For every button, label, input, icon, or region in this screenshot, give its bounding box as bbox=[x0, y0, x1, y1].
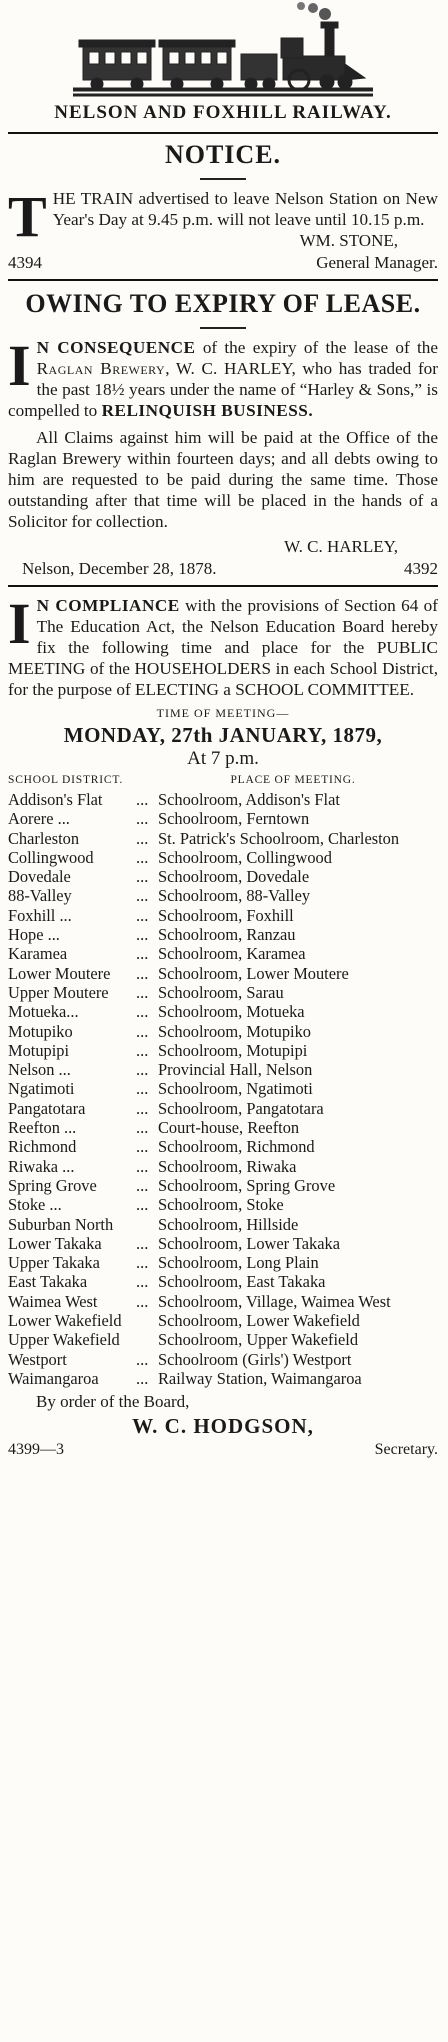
table-row bbox=[8, 1176, 438, 1195]
table-row bbox=[8, 809, 438, 828]
meeting-place: Schoolroom (Girls') Westport bbox=[158, 1349, 352, 1369]
school-district: Reefton ... bbox=[8, 1118, 77, 1138]
notice-train-footer bbox=[8, 252, 438, 273]
lease-claims: All Claims against him will be paid at the Office of the Raglan Brewery within fourteen days; and all debts owing to him are requested to be paid during the same time. Those outstanding after that time will be placed in the hands of a Solicitor for collection. bbox=[8, 428, 438, 531]
schedule-column-headers bbox=[8, 774, 438, 786]
order-line: By order of the Board, bbox=[36, 1392, 190, 1412]
lease-lead: N CONSEQUENCE bbox=[36, 338, 196, 357]
school-district: Dovedale bbox=[8, 867, 71, 887]
leader-dots: ... bbox=[136, 828, 149, 848]
notice-education bbox=[8, 591, 438, 1459]
school-district: Hope ... bbox=[8, 925, 60, 945]
school-district: Karamea bbox=[8, 944, 68, 964]
school-district: Stoke ... bbox=[8, 1195, 62, 1215]
short-divider bbox=[200, 178, 246, 180]
school-district: Collingwood bbox=[8, 847, 94, 867]
table-row bbox=[8, 1022, 438, 1041]
meeting-place: Schoolroom, Ngatimoti bbox=[158, 1079, 313, 1099]
meeting-place: Schoolroom, Motueka bbox=[158, 1002, 305, 1022]
leader-dots: ... bbox=[136, 963, 149, 983]
leader-dots: ... bbox=[136, 1368, 149, 1388]
divider bbox=[8, 132, 438, 134]
school-district: Motueka... bbox=[8, 1002, 79, 1022]
school-district: 88-Valley bbox=[8, 886, 72, 906]
table-row bbox=[8, 1234, 438, 1253]
education-footer bbox=[8, 1441, 438, 1459]
lease-footer bbox=[8, 558, 438, 579]
table-row bbox=[8, 790, 438, 809]
meeting-place: Court-house, Reefton bbox=[158, 1118, 300, 1138]
raglan-brewery: Raglan Brewery bbox=[36, 359, 166, 378]
leader-dots: ... bbox=[136, 1272, 149, 1292]
divider bbox=[8, 585, 438, 587]
table-row bbox=[8, 1311, 438, 1330]
education-lead: N COMPLIANCE bbox=[36, 596, 180, 615]
meeting-place: Schoolroom, Richmond bbox=[158, 1137, 315, 1157]
table-row bbox=[8, 1292, 438, 1311]
school-district: East Takaka bbox=[8, 1272, 88, 1292]
table-row bbox=[8, 1253, 438, 1272]
railway-title: NELSON AND FOXHILL RAILWAY. bbox=[54, 102, 392, 123]
table-row bbox=[8, 1041, 438, 1060]
meeting-place: Schoolroom, Lower Moutere bbox=[158, 963, 349, 983]
lease-heading: OWING TO EXPIRY OF LEASE. bbox=[25, 289, 421, 318]
meeting-place: Schoolroom, 88-Valley bbox=[158, 886, 311, 906]
notice-number: 4399—3 bbox=[8, 1441, 64, 1459]
table-row bbox=[8, 1195, 438, 1214]
leader-dots: ... bbox=[136, 925, 149, 945]
table-row bbox=[8, 848, 438, 867]
meeting-place: Schoolroom, East Takaka bbox=[158, 1272, 326, 1292]
table-row bbox=[8, 1350, 438, 1369]
education-signer: W. C. HODGSON, bbox=[132, 1414, 314, 1439]
table-row bbox=[8, 1369, 438, 1388]
notice-number: 4394 bbox=[8, 253, 42, 272]
meeting-place: Schoolroom, Dovedale bbox=[158, 867, 310, 887]
notice-number: 4392 bbox=[404, 559, 438, 578]
leader-dots: ... bbox=[136, 1195, 149, 1215]
notice-lease bbox=[8, 289, 438, 579]
school-district: Lower Moutere bbox=[8, 963, 111, 983]
leader-dots: ... bbox=[136, 809, 149, 829]
school-district: Motupipi bbox=[8, 1040, 70, 1060]
notice-heading: NOTICE. bbox=[164, 140, 282, 169]
table-row bbox=[8, 1099, 438, 1118]
table-row bbox=[8, 1157, 438, 1176]
lease-text-a: of the expiry of the lease of the bbox=[202, 338, 438, 357]
leader-dots: ... bbox=[136, 1002, 149, 1022]
table-row bbox=[8, 1272, 438, 1291]
leader-dots: ... bbox=[136, 1040, 149, 1060]
education-text: with the provisions of Section 64 of The Education Act, the Nelson Education Board hereby fix the following time and place for the PUBLIC MEETING of the HOUSEHOLDERS in each School District, for the purpose of ELECTING a SCHOOL COMMITTEE. bbox=[8, 596, 438, 699]
school-district: Upper Takaka bbox=[8, 1253, 100, 1273]
school-district: Upper Wakefield bbox=[8, 1330, 120, 1350]
meeting-place: Schoolroom, Collingwood bbox=[158, 847, 332, 867]
meeting-date: MONDAY, 27th JANUARY, 1879, bbox=[63, 723, 383, 747]
table-row bbox=[8, 1002, 438, 1021]
meeting-schedule-table bbox=[8, 790, 438, 1388]
leader-dots bbox=[136, 1330, 158, 1349]
meeting-place: Provincial Hall, Nelson bbox=[158, 1060, 313, 1080]
meeting-place: Schoolroom, Ferntown bbox=[158, 809, 310, 829]
school-district: Foxhill ... bbox=[8, 905, 72, 925]
column-header-district: SCHOOL DISTRICT. bbox=[8, 774, 124, 786]
meeting-place: Schoolroom, Ranzau bbox=[158, 925, 296, 945]
meeting-place: Schoolroom, Riwaka bbox=[158, 1156, 297, 1176]
dropcap: T bbox=[8, 184, 47, 249]
table-row bbox=[8, 925, 438, 944]
education-body bbox=[8, 591, 438, 700]
meeting-place: Schoolroom, Lower Takaka bbox=[158, 1233, 340, 1253]
school-district: Aorere ... bbox=[8, 809, 70, 829]
leader-dots: ... bbox=[136, 1253, 149, 1273]
school-district: Lower Wakefield bbox=[8, 1311, 122, 1331]
notice-train-text: HE TRAIN advertised to leave Nelson Station on New Year's Day at 9.45 p.m. will not leave until 10.15 p.m. bbox=[52, 189, 438, 229]
meeting-place: Schoolroom, Village, Waimea West bbox=[158, 1291, 391, 1311]
meeting-place: Schoolroom, Long Plain bbox=[158, 1253, 319, 1273]
divider bbox=[8, 279, 438, 281]
lease-place-date: Nelson, December 28, 1878. bbox=[22, 559, 217, 578]
meeting-place: Schoolroom, Karamea bbox=[158, 944, 306, 964]
school-district: Waimangaroa bbox=[8, 1368, 99, 1388]
school-district: Pangatotara bbox=[8, 1098, 86, 1118]
table-row bbox=[8, 964, 438, 983]
leader-dots: ... bbox=[136, 847, 149, 867]
leader-dots bbox=[136, 1311, 158, 1330]
school-district: Motupiko bbox=[8, 1021, 73, 1041]
leader-dots bbox=[136, 1215, 158, 1234]
meeting-place: Schoolroom, Spring Grove bbox=[158, 1175, 336, 1195]
leader-dots: ... bbox=[136, 944, 149, 964]
notice-train bbox=[8, 140, 438, 273]
leader-dots: ... bbox=[136, 1156, 149, 1176]
meeting-place: Schoolroom, Stoke bbox=[158, 1195, 284, 1215]
notice-train-signer: WM. STONE, bbox=[299, 231, 398, 250]
table-row bbox=[8, 886, 438, 905]
leader-dots: ... bbox=[136, 1233, 149, 1253]
time-of-meeting-heading: TIME OF MEETING— bbox=[156, 706, 290, 720]
meeting-place: Schoolroom, Hillside bbox=[158, 1214, 299, 1234]
lease-text-b: , W. C. HARLEY, who has traded for the past 18½ years under the name of “Harley & Sons,” is compelled to bbox=[8, 359, 439, 420]
meeting-time: At 7 p.m. bbox=[187, 748, 259, 769]
table-row bbox=[8, 1137, 438, 1156]
short-divider bbox=[200, 327, 246, 329]
school-district: Upper Moutere bbox=[8, 982, 109, 1002]
meeting-place: Schoolroom, Addison's Flat bbox=[158, 790, 340, 809]
leader-dots: ... bbox=[136, 1098, 149, 1118]
leader-dots: ... bbox=[136, 867, 149, 887]
leader-dots: ... bbox=[136, 1137, 149, 1157]
table-row bbox=[8, 944, 438, 963]
school-district: Ngatimoti bbox=[8, 1079, 75, 1099]
leader-dots: ... bbox=[136, 1079, 149, 1099]
school-district: Westport bbox=[8, 1349, 67, 1369]
school-district: Suburban North bbox=[8, 1214, 114, 1234]
table-row bbox=[8, 983, 438, 1002]
meeting-place: Railway Station, Waimangaroa bbox=[158, 1368, 362, 1388]
leader-dots: ... bbox=[136, 1349, 149, 1369]
leader-dots: ... bbox=[136, 790, 149, 809]
meeting-place: Schoolroom, Motupiko bbox=[158, 1021, 311, 1041]
meeting-place: Schoolroom, Sarau bbox=[158, 982, 284, 1002]
table-row bbox=[8, 1079, 438, 1098]
table-row bbox=[8, 1330, 438, 1349]
leader-dots: ... bbox=[136, 1060, 149, 1080]
table-row bbox=[8, 829, 438, 848]
meeting-place: Schoolroom, Foxhill bbox=[158, 905, 294, 925]
table-row bbox=[8, 1060, 438, 1079]
meeting-place: Schoolroom, Pangatotara bbox=[158, 1098, 324, 1118]
meeting-place: Schoolroom, Lower Wakefield bbox=[158, 1311, 360, 1331]
leader-dots: ... bbox=[136, 1175, 149, 1195]
relinquish-business: RELINQUISH BUSINESS. bbox=[101, 401, 314, 420]
lease-body bbox=[8, 333, 439, 421]
lease-signer: W. C. HARLEY, bbox=[284, 537, 398, 556]
school-district: Richmond bbox=[8, 1137, 77, 1157]
table-row bbox=[8, 1215, 438, 1234]
leader-dots: ... bbox=[136, 905, 149, 925]
leader-dots: ... bbox=[136, 1118, 149, 1138]
table-row bbox=[8, 906, 438, 925]
school-district: Nelson ... bbox=[8, 1060, 71, 1080]
meeting-place: Schoolroom, Motupipi bbox=[158, 1040, 308, 1060]
table-row bbox=[8, 867, 438, 886]
table-row bbox=[8, 1118, 438, 1137]
signer-title: General Manager. bbox=[316, 253, 438, 272]
meeting-place: St. Patrick's Schoolroom, Charleston bbox=[158, 828, 400, 848]
column-header-place: PLACE OF MEETING. bbox=[230, 774, 356, 786]
leader-dots: ... bbox=[136, 886, 149, 906]
dropcap: I bbox=[8, 591, 31, 656]
school-district: Charleston bbox=[8, 828, 80, 848]
school-district: Addison's Flat bbox=[8, 790, 103, 809]
school-district: Waimea West bbox=[8, 1291, 98, 1311]
school-district: Lower Takaka bbox=[8, 1233, 102, 1253]
dropcap: I bbox=[8, 333, 31, 398]
leader-dots: ... bbox=[136, 1291, 149, 1311]
leader-dots: ... bbox=[136, 982, 149, 1002]
leader-dots: ... bbox=[136, 1021, 149, 1041]
signer-title: Secretary. bbox=[374, 1441, 438, 1459]
meeting-place: Schoolroom, Upper Wakefield bbox=[158, 1330, 359, 1350]
school-district: Spring Grove bbox=[8, 1175, 97, 1195]
school-district: Riwaka ... bbox=[8, 1156, 75, 1176]
train-engraving bbox=[73, 0, 373, 98]
